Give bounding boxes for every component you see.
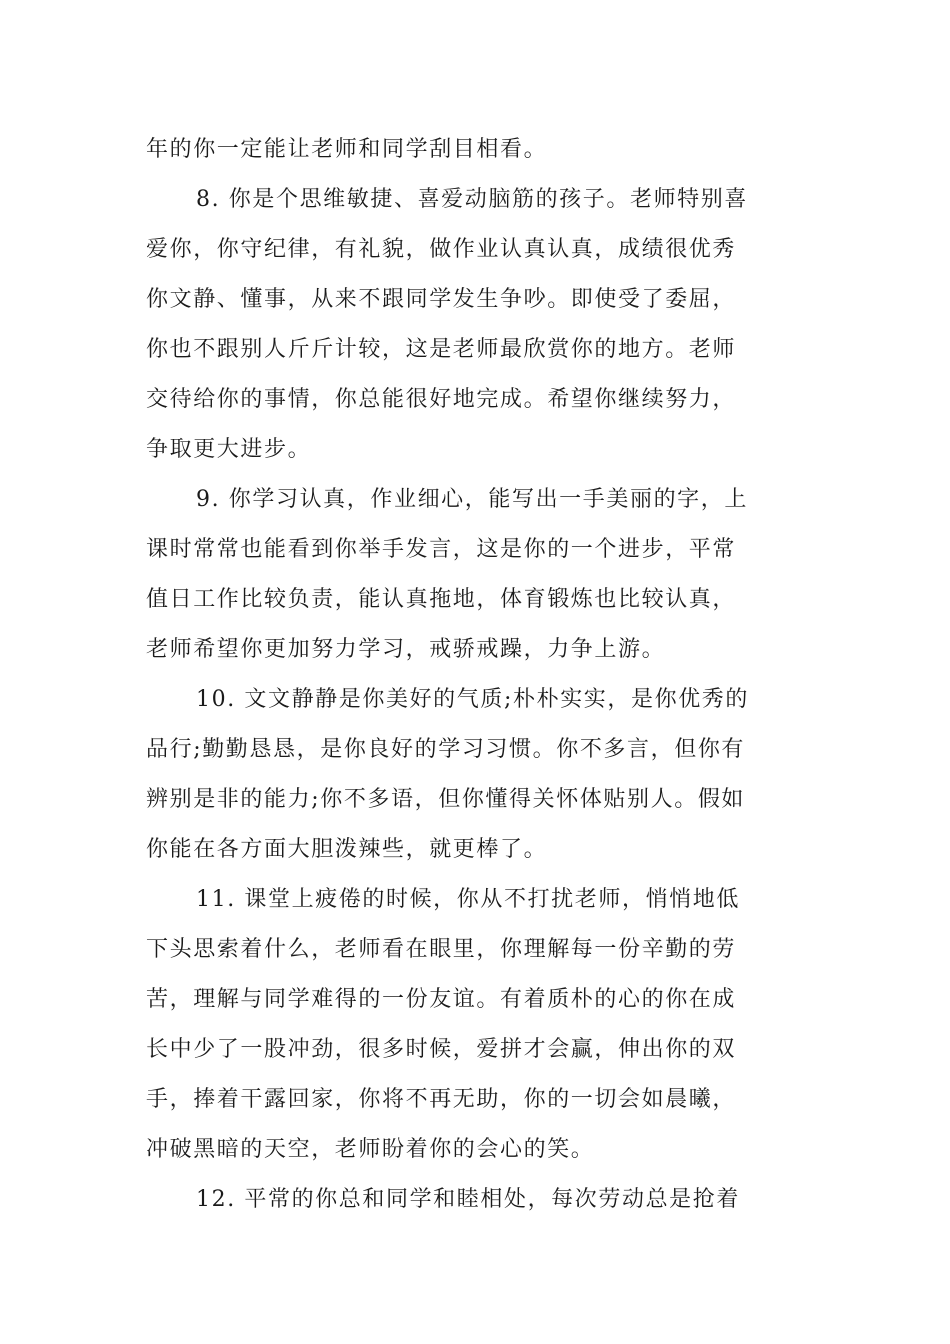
paragraph-11-start: 11. 课堂上疲倦的时候，你从不打扰老师，悄悄地低	[196, 887, 740, 912]
paragraph-12-start: 12. 平常的你总和同学和睦相处，每次劳动总是抢着	[196, 1187, 740, 1212]
text-line: 品行;勤勤恳恳，是你良好的学习习惯。你不多言，但你有	[146, 737, 746, 762]
text-line: 你能在各方面大胆泼辣些，就更棒了。	[146, 837, 548, 862]
text-line: 年的你一定能让老师和同学刮目相看。	[146, 137, 548, 162]
text-line: 辨别是非的能力;你不多语，但你懂得关怀体贴别人。假如	[146, 787, 746, 812]
text-line: 手，捧着干露回家，你将不再无助，你的一切会如晨曦，	[146, 1087, 737, 1112]
text-line: 争取更大进步。	[146, 437, 312, 462]
paragraph-8-start: 8. 你是个思维敏捷、喜爱动脑筋的孩子。老师特别喜	[196, 187, 748, 212]
text-line: 冲破黑暗的天空，老师盼着你的会心的笑。	[146, 1137, 595, 1162]
text-line: 下头思索着什么，老师看在眼里，你理解每一份辛勤的劳	[146, 937, 737, 962]
paragraph-9-start: 9. 你学习认真，作业细心，能写出一手美丽的字，上	[196, 487, 748, 512]
text-line: 交待给你的事情，你总能很好地完成。希望你继续努力，	[146, 387, 737, 412]
text-line: 课时常常也能看到你举手发言，这是你的一个进步，平常	[146, 537, 737, 562]
text-line: 苦，理解与同学难得的一份友谊。有着质朴的心的你在成	[146, 987, 737, 1012]
text-line: 老师希望你更加努力学习，戒骄戒躁，力争上游。	[146, 637, 666, 662]
paragraph-10-start: 10. 文文静静是你美好的气质;朴朴实实，是你优秀的	[196, 687, 749, 712]
text-line: 长中少了一股冲劲，很多时候，爱拼才会赢，伸出你的双	[146, 1037, 737, 1062]
text-line: 值日工作比较负责，能认真拖地，体育锻炼也比较认真，	[146, 587, 737, 612]
text-line: 爱你，你守纪律，有礼貌，做作业认真认真，成绩很优秀	[146, 237, 737, 262]
text-line: 你也不跟别人斤斤计较，这是老师最欣赏你的地方。老师	[146, 337, 737, 362]
text-line: 你文静、懂事，从来不跟同学发生争吵。即使受了委屈，	[146, 287, 737, 312]
